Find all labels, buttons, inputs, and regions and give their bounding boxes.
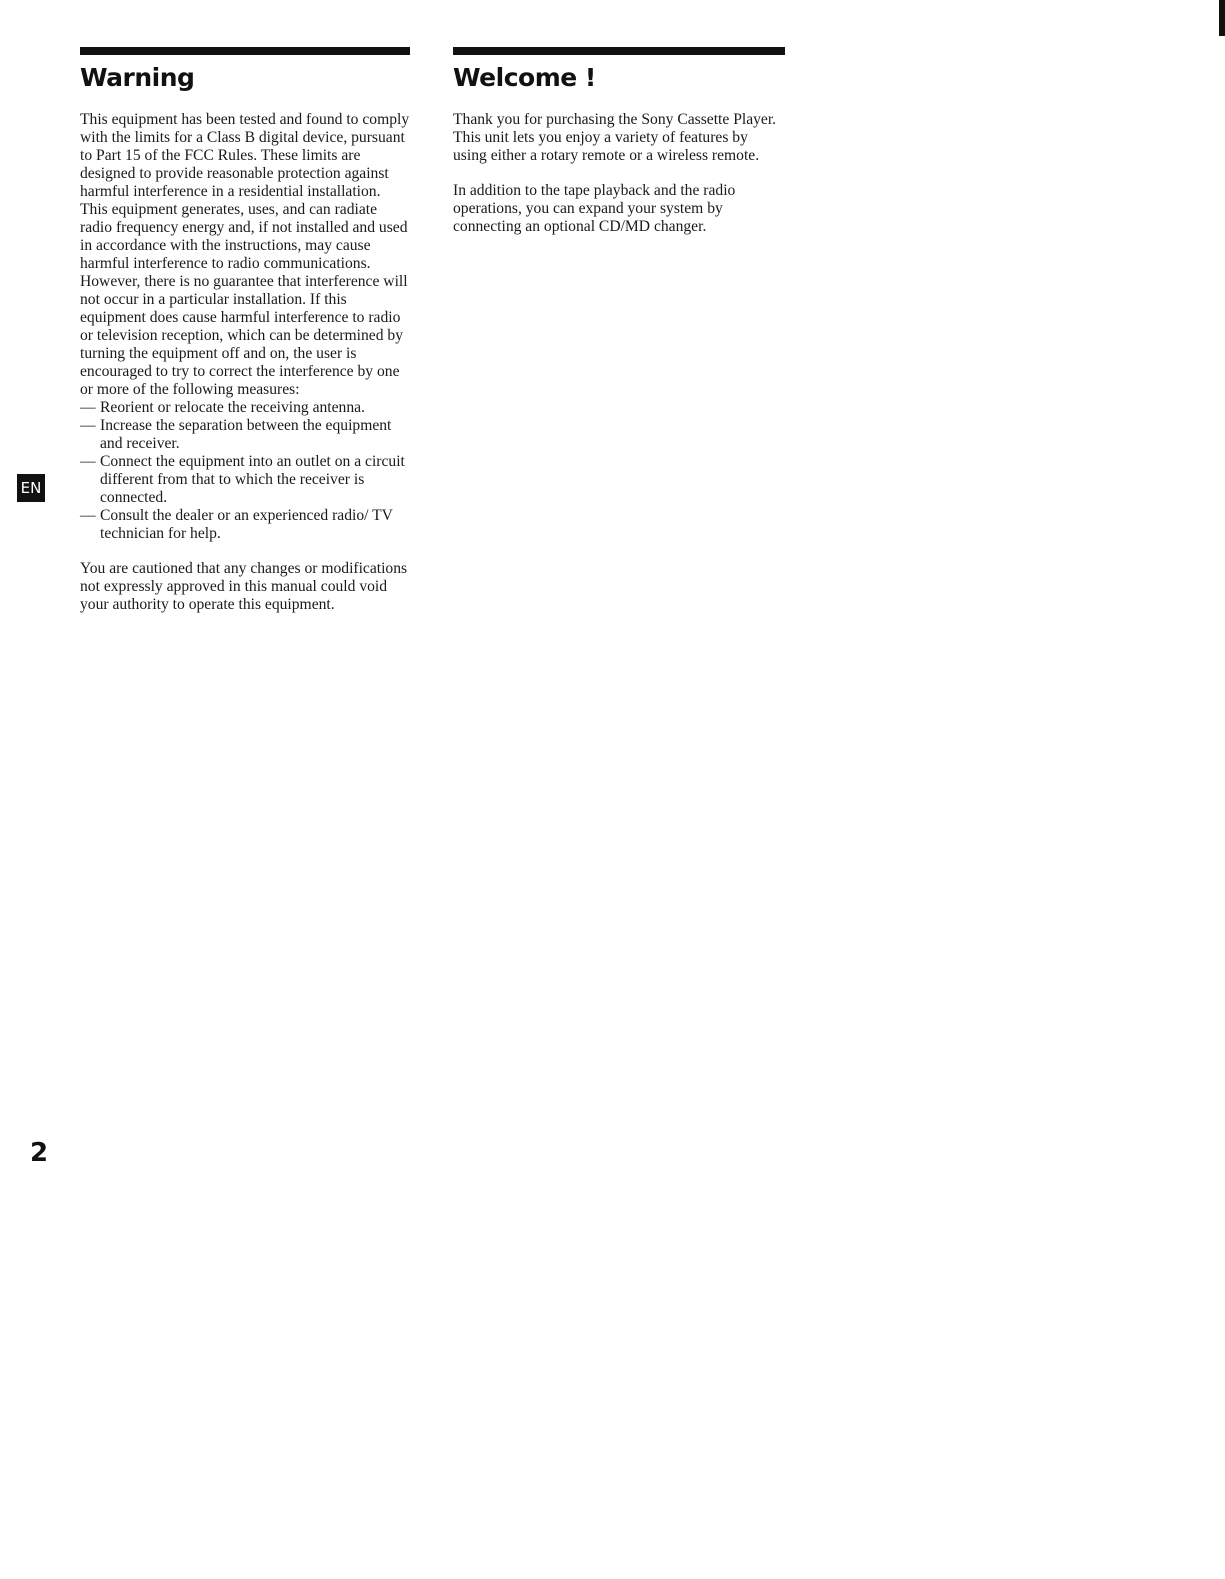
welcome-body [453, 111, 783, 236]
edge-marker [1219, 0, 1225, 36]
warning-body [80, 111, 410, 614]
list-item: — Connect the equipment into an outlet on a circuit different from that to which the receiver is connected. [80, 453, 405, 506]
list-item: — Increase the separation between the equipment and receiver. [80, 417, 392, 452]
welcome-paragraph-1: Thank you for purchasing the Sony Cassette Player. This unit lets you enjoy a variety of features by using either a rotary remote or a wireless remote. [453, 111, 777, 164]
list-item: — Consult the dealer or an experienced radio/ TV technician for help. [80, 507, 393, 542]
measures-list [80, 399, 410, 543]
section-rule [80, 47, 410, 55]
welcome-title: Welcome ! [453, 63, 596, 92]
warning-title: Warning [80, 63, 195, 92]
welcome-section [453, 47, 783, 253]
list-item: — Reorient or relocate the receiving antenna. [80, 399, 365, 416]
language-tab: EN [17, 474, 45, 502]
section-rule [453, 47, 785, 55]
welcome-paragraph-2: In addition to the tape playback and the radio operations, you can expand your system by connecting an optional CD/MD changer. [453, 182, 736, 235]
warning-paragraph-2: You are cautioned that any changes or modifications not expressly approved in this manual could void your authority to operate this equipment. [80, 560, 408, 613]
page-number: 2 [30, 1138, 49, 1168]
warning-section [80, 47, 410, 631]
warning-paragraph-1: This equipment has been tested and found to comply with the limits for a Class B digital device, pursuant to Part 15 of the FCC Rules. These limits are designed to provide reasonable protection against harmful interference in a residential installation. This equipment generates, uses, and can radiate radio frequency energy and, if not installed and used in accordance with the instructions, may cause harmful interference to radio communications. However, there is no guarantee that interference will not occur in a particular installation. If this equipment does cause harmful interference to radio or television reception, which can be determined by turning the equipment off and on, the user is encouraged to try to correct the interference by one or more of the following measures: [80, 111, 410, 398]
